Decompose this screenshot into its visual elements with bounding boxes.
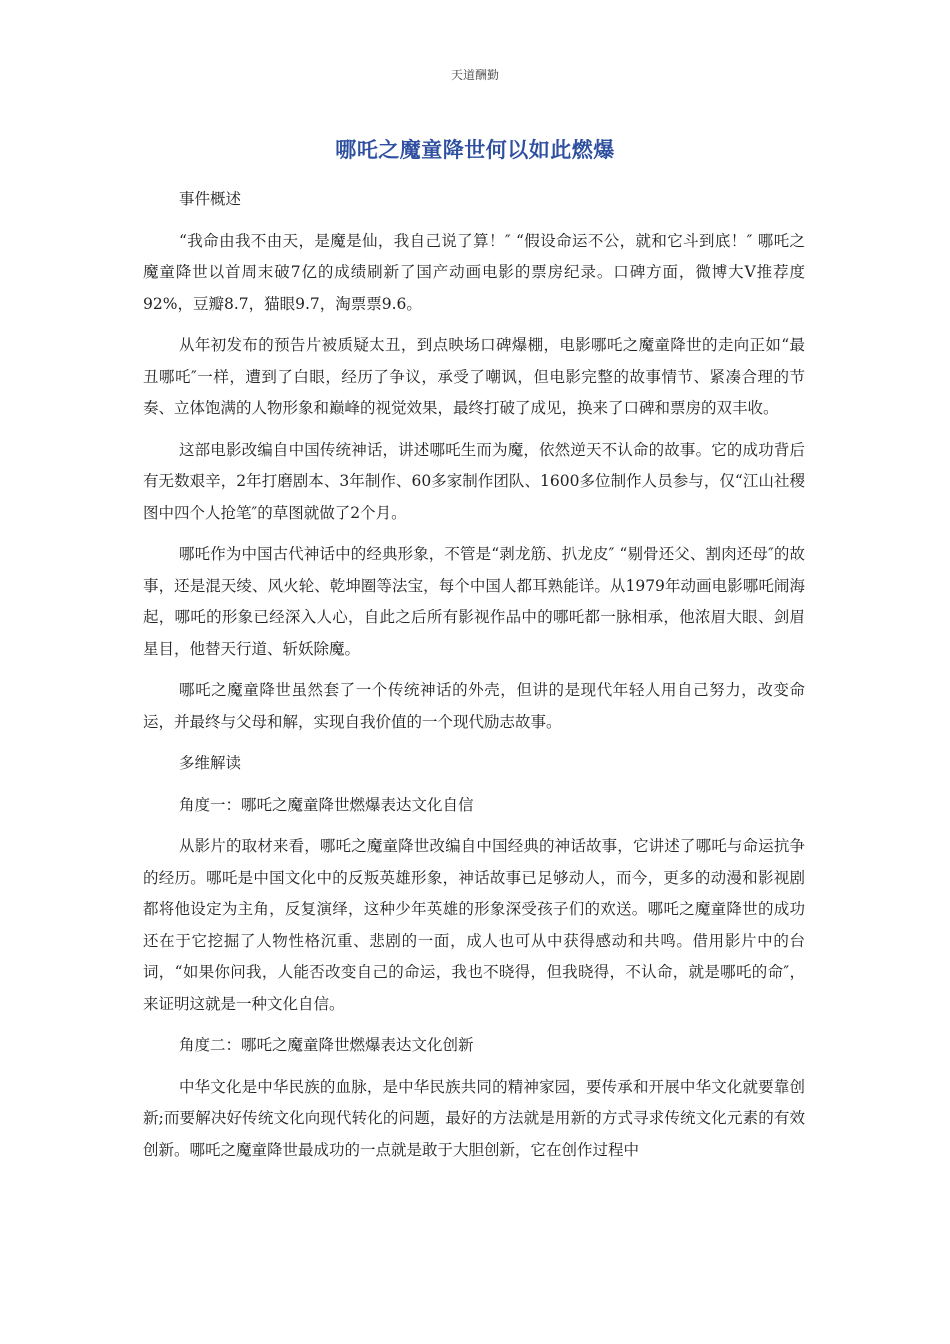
- page-header: 天道酬勤: [450, 68, 499, 82]
- paragraph: 从影片的取材来看，哪吒之魔童降世改编自中国经典的神话故事，它讲述了哪吒与命运抗争的经历。哪吒是中国文化中的反叛英雄形象，神话故事已足够动人，而今，更多的动漫和影视剧都将他设定为主角，反复演绎，这种少年英雄的形象深受孩子们的欢送。哪吒之魔童降世的成功还在于它挖掘了人物性格沉重、悲剧的一面，成人也可从中获得感动和共鸣。借用影片中的台词，“如果你问我，人能否改变自己的命运，我也不晓得，但我晓得，不认命，就是哪吒的命″，来证明这就是一种文化自信。: [143, 837, 805, 1013]
- document-title: 哪吒之魔童降世何以如此燃爆: [335, 138, 615, 162]
- paragraph: 哪吒作为中国古代神话中的经典形象，不管是“剥龙筋、扒龙皮″ “剔骨还父、割肉还母″的故事，还是混天绫、风火轮、乾坤圈等法宝，每个中国人都耳熟能详。从1979年动画电影哪吒闹海起，哪吒的形象已经深入人心，自此之后所有影视作品中的哪吒都一脉相承，他浓眉大眼、剑眉星目，他替天行道、斩妖除魔。: [143, 545, 805, 658]
- subsection-heading: 角度一：哪吒之魔童降世燃爆表达文化自信: [179, 795, 474, 814]
- section-heading: 事件概述: [179, 190, 242, 208]
- paragraph: 从年初发布的预告片被质疑太丑，到点映场口碑爆棚，电影哪吒之魔童降世的走向正如“最丑哪吒″一样，遭到了白眼，经历了争议，承受了嘲讽，但电影完整的故事情节、紧凑合理的节奏、立体饱满的人物形象和巅峰的视觉效果，最终打破了成见，换来了口碑和票房的双丰收。: [143, 336, 805, 417]
- paragraph: 这部电影改编自中国传统神话，讲述哪吒生而为魔，依然逆天不认命的故事。它的成功背后有无数艰辛，2年打磨剧本、3年制作、60多家制作团队、1600多位制作人员参与，仅“江山社稷图中四个人抢笔″的草图就做了2个月。: [143, 440, 805, 522]
- paragraph: “我命由我不由天，是魔是仙，我自己说了算！″ “假设命运不公，就和它斗到底！″ 哪吒之魔童降世以首周末破7亿的成绩刷新了国产动画电影的票房纪录。口碑方面，微博大V推荐度92%，豆瓣8.7，猫眼9.7，淘票票9.6。: [143, 231, 805, 313]
- document-body: [143, 184, 805, 1176]
- subsection-heading: 角度二：哪吒之魔童降世燃爆表达文化创新: [179, 1036, 474, 1054]
- paragraph: 中华文化是中华民族的血脉，是中华民族共同的精神家园，要传承和开展中华文化就要靠创新;而要解决好传统文化向现代转化的问题，最好的方法就是用新的方式寻求传统文化元素的有效创新。哪吒之魔童降世最成功的一点就是敢于大胆创新，它在创作过程中: [143, 1077, 805, 1159]
- paragraph: 哪吒之魔童降世虽然套了一个传统神话的外壳，但讲的是现代年轻人用自己努力，改变命运，并最终与父母和解，实现自我价值的一个现代励志故事。: [143, 681, 805, 731]
- section-heading: 多维解读: [179, 754, 242, 772]
